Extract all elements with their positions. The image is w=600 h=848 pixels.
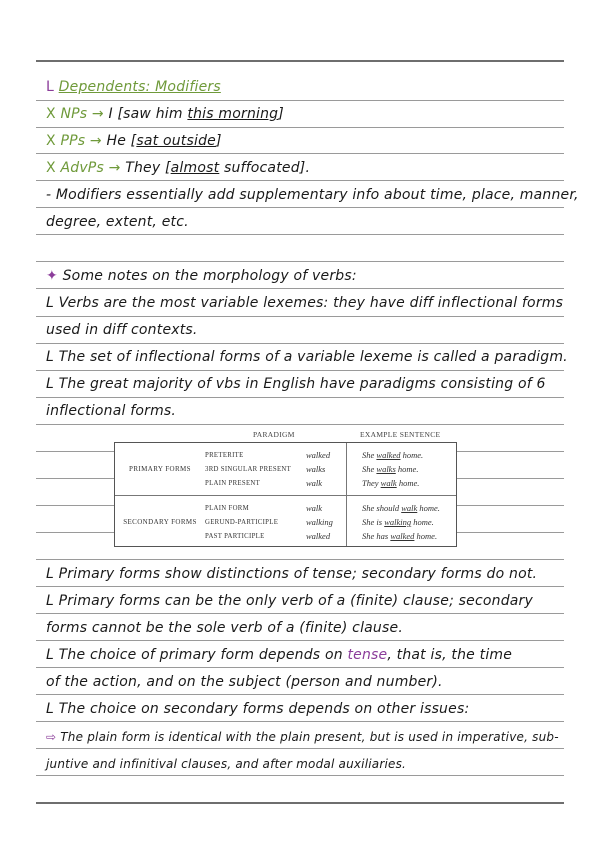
table-divider (115, 495, 456, 496)
form-name: GERUND-PARTICIPLE (205, 519, 279, 526)
top-rule (36, 60, 564, 62)
example-verb: walks (376, 464, 396, 474)
form-value: walked (306, 531, 331, 541)
section-heading-text: Some notes on the morphology of verbs: (62, 268, 357, 284)
example-sentence (362, 503, 440, 513)
note-line (46, 647, 512, 663)
example-sentence (362, 464, 418, 474)
note-line (46, 187, 579, 203)
example-verb: walking (384, 517, 412, 527)
note-text: forms cannot be the sole verb of a (finite) clause. (46, 620, 403, 636)
note-text: used in diff contexts. (46, 322, 198, 338)
example-verb: walked (390, 531, 415, 541)
ruled-line (36, 613, 564, 614)
note-line (46, 214, 189, 230)
star-icon: ✦ (46, 268, 58, 284)
note-line (46, 403, 176, 419)
example-text: suffocated]. (219, 160, 311, 176)
note-line (46, 376, 546, 392)
example-sentence (362, 517, 434, 527)
ruled-line (36, 559, 564, 560)
ruled-line (36, 478, 114, 479)
example-part: They (362, 478, 381, 488)
table-divider (346, 443, 347, 546)
form-name: PLAIN FORM (205, 505, 249, 512)
example-part: home. (395, 464, 419, 474)
ruled-line (36, 667, 564, 668)
note-text: juntive and infinitival clauses, and after modal auxiliaries. (46, 757, 407, 771)
table-header-paradigm: PARADIGM (253, 430, 295, 439)
example-part: home. (411, 517, 434, 527)
ruled-line (457, 532, 564, 533)
ruled-line (36, 532, 114, 533)
form-name: PLAIN PRESENT (205, 480, 261, 487)
section-heading (46, 268, 357, 284)
example-part: home. (417, 503, 440, 513)
note-line (46, 757, 406, 771)
highlighted-term: tense (347, 647, 388, 663)
ruled-line (36, 721, 564, 722)
form-value: walk (306, 478, 323, 488)
form-name: PAST PARTICIPLE (205, 533, 265, 540)
note-text: L Primary forms can be the only verb of a (finite) clause; secondary (46, 593, 534, 609)
note-text: of the action, and on the subject (person and number). (46, 674, 443, 690)
ruled-line (457, 451, 564, 452)
note-text: L The choice on secondary forms depends on other issues: (46, 701, 470, 717)
label-pps: PPs (60, 133, 86, 149)
heading-text: Dependents: Modifiers (58, 79, 221, 95)
ruled-line (36, 748, 564, 749)
example-part: home. (414, 531, 438, 541)
label-nps: NPs (60, 106, 88, 122)
note-line-nps (46, 106, 284, 122)
example-sentence (362, 478, 419, 488)
ruled-line (457, 478, 564, 479)
example-text: I [saw him (108, 106, 188, 122)
ruled-line (36, 397, 564, 398)
paradigm-table (114, 442, 457, 547)
note-text: degree, extent, etc. (46, 214, 189, 230)
cross-mark: X (46, 106, 56, 122)
example-verb: walk (401, 503, 418, 513)
example-text: He [ (106, 133, 137, 149)
example-part: She should (362, 503, 402, 513)
example-text: ] (215, 133, 222, 149)
bottom-rule (36, 802, 564, 804)
ruled-line (36, 180, 564, 181)
cross-mark: X (46, 133, 56, 149)
note-line (46, 593, 533, 609)
note-line (46, 701, 469, 717)
note-line (46, 674, 443, 690)
note-line-advps (46, 160, 310, 176)
form-name: 3RD SINGULAR PRESENT (205, 466, 292, 473)
ruled-line (36, 640, 564, 641)
note-line (46, 349, 568, 365)
lead-mark: L (46, 79, 54, 95)
cross-mark: X (46, 160, 56, 176)
group-label-secondary: SECONDARY FORMS (123, 518, 197, 526)
example-part: home. (400, 450, 424, 460)
form-value: walking (306, 517, 333, 527)
note-text: L The great majority of vbs in English have paradigms consisting of 6 (46, 376, 546, 392)
note-text: The plain form is identical with the plain present, but is used in imperative, sub- (60, 730, 559, 744)
arrow-bullet-icon: ⇨ (46, 730, 57, 744)
form-value: walk (306, 503, 323, 513)
note-text: - Modifiers essentially add supplementary info about time, place, manner, (46, 187, 579, 203)
note-line (46, 295, 563, 311)
example-part: She (362, 450, 377, 460)
label-advps: AdvPs (60, 160, 104, 176)
underlined-modifier: sat outside (136, 133, 216, 149)
example-part: She has (362, 531, 391, 541)
form-name: PRETERITE (205, 452, 244, 459)
note-text: L Verbs are the most variable lexemes: they have diff inflectional forms (46, 295, 564, 311)
arrow-icon: → (108, 160, 121, 176)
ruled-line (36, 234, 564, 235)
ruled-line (36, 775, 564, 776)
ruled-line (36, 424, 564, 425)
ruled-line (36, 207, 564, 208)
ruled-line (36, 153, 564, 154)
note-text: inflectional forms. (46, 403, 177, 419)
ruled-line (36, 127, 564, 128)
group-label-primary: PRIMARY FORMS (129, 465, 191, 473)
note-text: L The set of inflectional forms of a variable lexeme is called a paradigm. (46, 349, 568, 365)
ruled-line (36, 288, 564, 289)
arrow-icon: → (91, 106, 104, 122)
form-value: walked (306, 450, 331, 460)
example-sentence (362, 450, 423, 460)
note-text: L Primary forms show distinctions of tense; secondary forms do not. (46, 566, 538, 582)
ruled-line (36, 586, 564, 587)
ruled-line (36, 261, 564, 262)
ruled-line (36, 316, 564, 317)
note-text: L The choice of primary form depends on (46, 647, 348, 663)
table-header-example: EXAMPLE SENTENCE (360, 430, 441, 439)
note-line (46, 620, 403, 636)
note-line (46, 322, 198, 338)
example-text: ] (278, 106, 284, 122)
ruled-line (36, 343, 564, 344)
underlined-modifier: this morning (187, 106, 279, 122)
note-line (46, 566, 537, 582)
ruled-line (36, 370, 564, 371)
heading-modifiers (46, 79, 221, 95)
ruled-line (36, 694, 564, 695)
example-verb: walk (380, 478, 397, 488)
example-verb: walked (376, 450, 401, 460)
ruled-line (36, 505, 114, 506)
example-part: She is (362, 517, 385, 527)
example-part: home. (396, 478, 420, 488)
arrow-icon: → (89, 133, 102, 149)
example-part: She (362, 464, 377, 474)
example-text: They [ (125, 160, 171, 176)
underlined-modifier: almost (170, 160, 220, 176)
note-line (46, 730, 559, 744)
note-text: , that is, the time (387, 647, 513, 663)
note-line-pps (46, 133, 222, 149)
example-sentence (362, 531, 437, 541)
ruled-line (36, 451, 114, 452)
ruled-line (36, 100, 564, 101)
form-value: walks (306, 464, 326, 474)
ruled-line (457, 505, 564, 506)
